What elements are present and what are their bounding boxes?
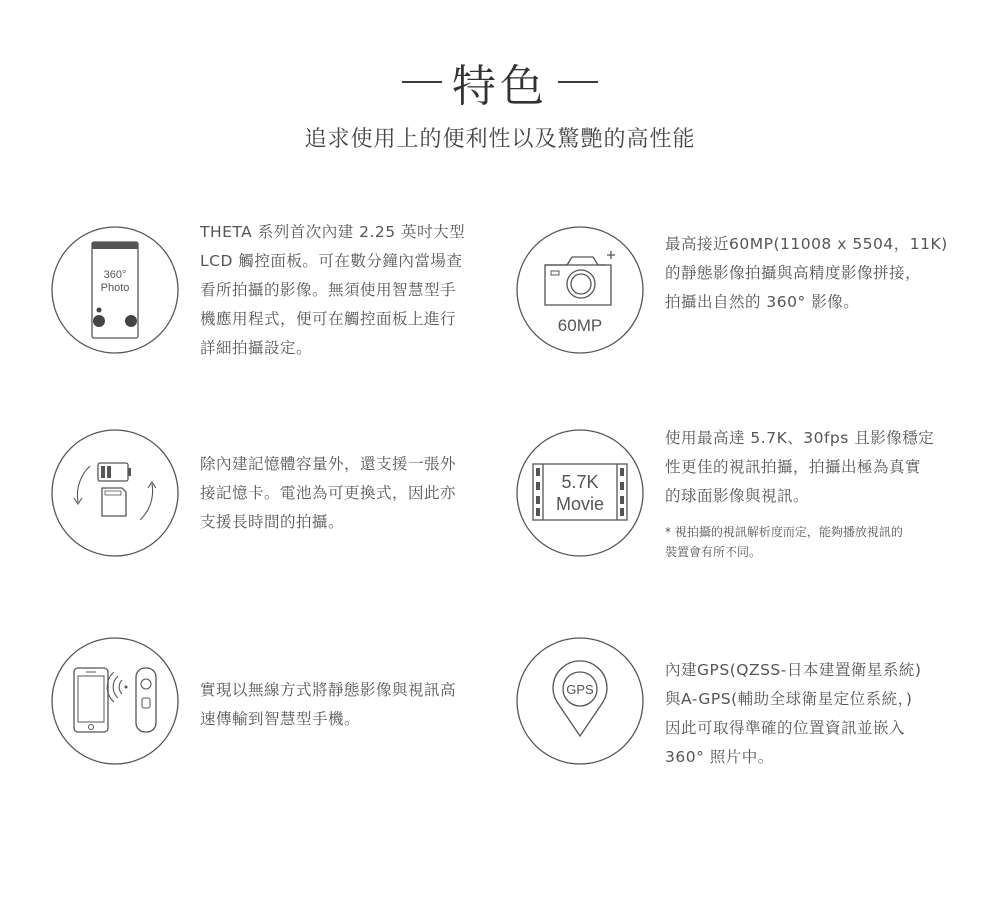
camera-60mp-icon	[515, 225, 645, 355]
feature-line: 使用最高達 5.7K、30fps 且影像穩定	[665, 429, 935, 447]
icon-label-movie: Movie	[555, 494, 605, 514]
feature-movie-note	[665, 522, 975, 562]
feature-60mp-text	[665, 230, 975, 317]
icon-label-360: 360°	[103, 269, 127, 281]
feature-line: 支援長時間的拍攝。	[200, 513, 345, 531]
feature-line: 的靜態影像拍攝與高精度影像拼接，	[665, 264, 922, 282]
feature-storage-text	[200, 450, 500, 537]
feature-line: 拍攝出自然的 360° 影像。	[665, 293, 860, 311]
section-title: 特色	[452, 61, 548, 112]
feature-line: 機應用程式，便可在觸控面板上進行	[200, 310, 457, 328]
title-right-dash	[558, 81, 598, 83]
feature-line: 內建GPS(QZSS-日本建置衛星系統)	[665, 661, 922, 679]
icon-label-60mp: 60MP	[557, 316, 603, 335]
feature-line: 實現以無線方式將靜態影像與視訊高	[200, 681, 457, 699]
note-line: * 視拍攝的視訊解析度而定，能夠播放視訊的	[665, 525, 903, 539]
phone-360-photo-icon	[50, 225, 180, 355]
icon-label-gps: GPS	[566, 682, 594, 697]
note-line: 裝置會有所不同。	[665, 545, 762, 559]
feature-line: LCD 觸控面板。可在數分鐘內當場查	[200, 252, 463, 270]
feature-lcd-text	[200, 218, 500, 363]
feature-line: 最高接近60MP(11008 x 5504，11K)	[665, 235, 948, 253]
movie-5-7k-icon	[515, 428, 645, 558]
feature-wireless-text	[200, 676, 500, 734]
section-subtitle: 追求使用上的便利性以及驚艷的高性能	[304, 127, 696, 152]
feature-line: 接記憶卡。電池為可更換式，因此亦	[200, 484, 457, 502]
feature-line: 詳細拍攝設定。	[200, 339, 313, 357]
feature-line: 與A-GPS(輔助全球衛星定位系統，)	[665, 690, 913, 708]
gps-pin-icon	[515, 636, 645, 766]
feature-line: 看所拍攝的影像。無須使用智慧型手	[200, 281, 457, 299]
section-header	[0, 52, 1000, 112]
title-left-dash	[402, 81, 442, 83]
feature-line: 除內建記憶體容量外，還支援一張外	[200, 455, 457, 473]
wireless-transfer-icon	[50, 636, 180, 766]
feature-line: 360° 照片中。	[665, 748, 774, 766]
feature-line: 性更佳的視訊拍攝，拍攝出極為真實	[665, 458, 922, 476]
feature-line: 速傳輸到智慧型手機。	[200, 710, 361, 728]
icon-label-photo: Photo	[100, 282, 130, 294]
feature-gps-text	[665, 656, 975, 772]
battery-sdcard-icon	[50, 428, 180, 558]
feature-line: 因此可取得準確的位置資訊並嵌入	[665, 719, 906, 737]
feature-line: 的球面影像與視訊。	[665, 487, 810, 505]
feature-line: THETA 系列首次內建 2.25 英吋大型	[200, 223, 466, 241]
feature-movie-text	[665, 424, 975, 511]
icon-label-5-7k: 5.7K	[561, 472, 599, 492]
